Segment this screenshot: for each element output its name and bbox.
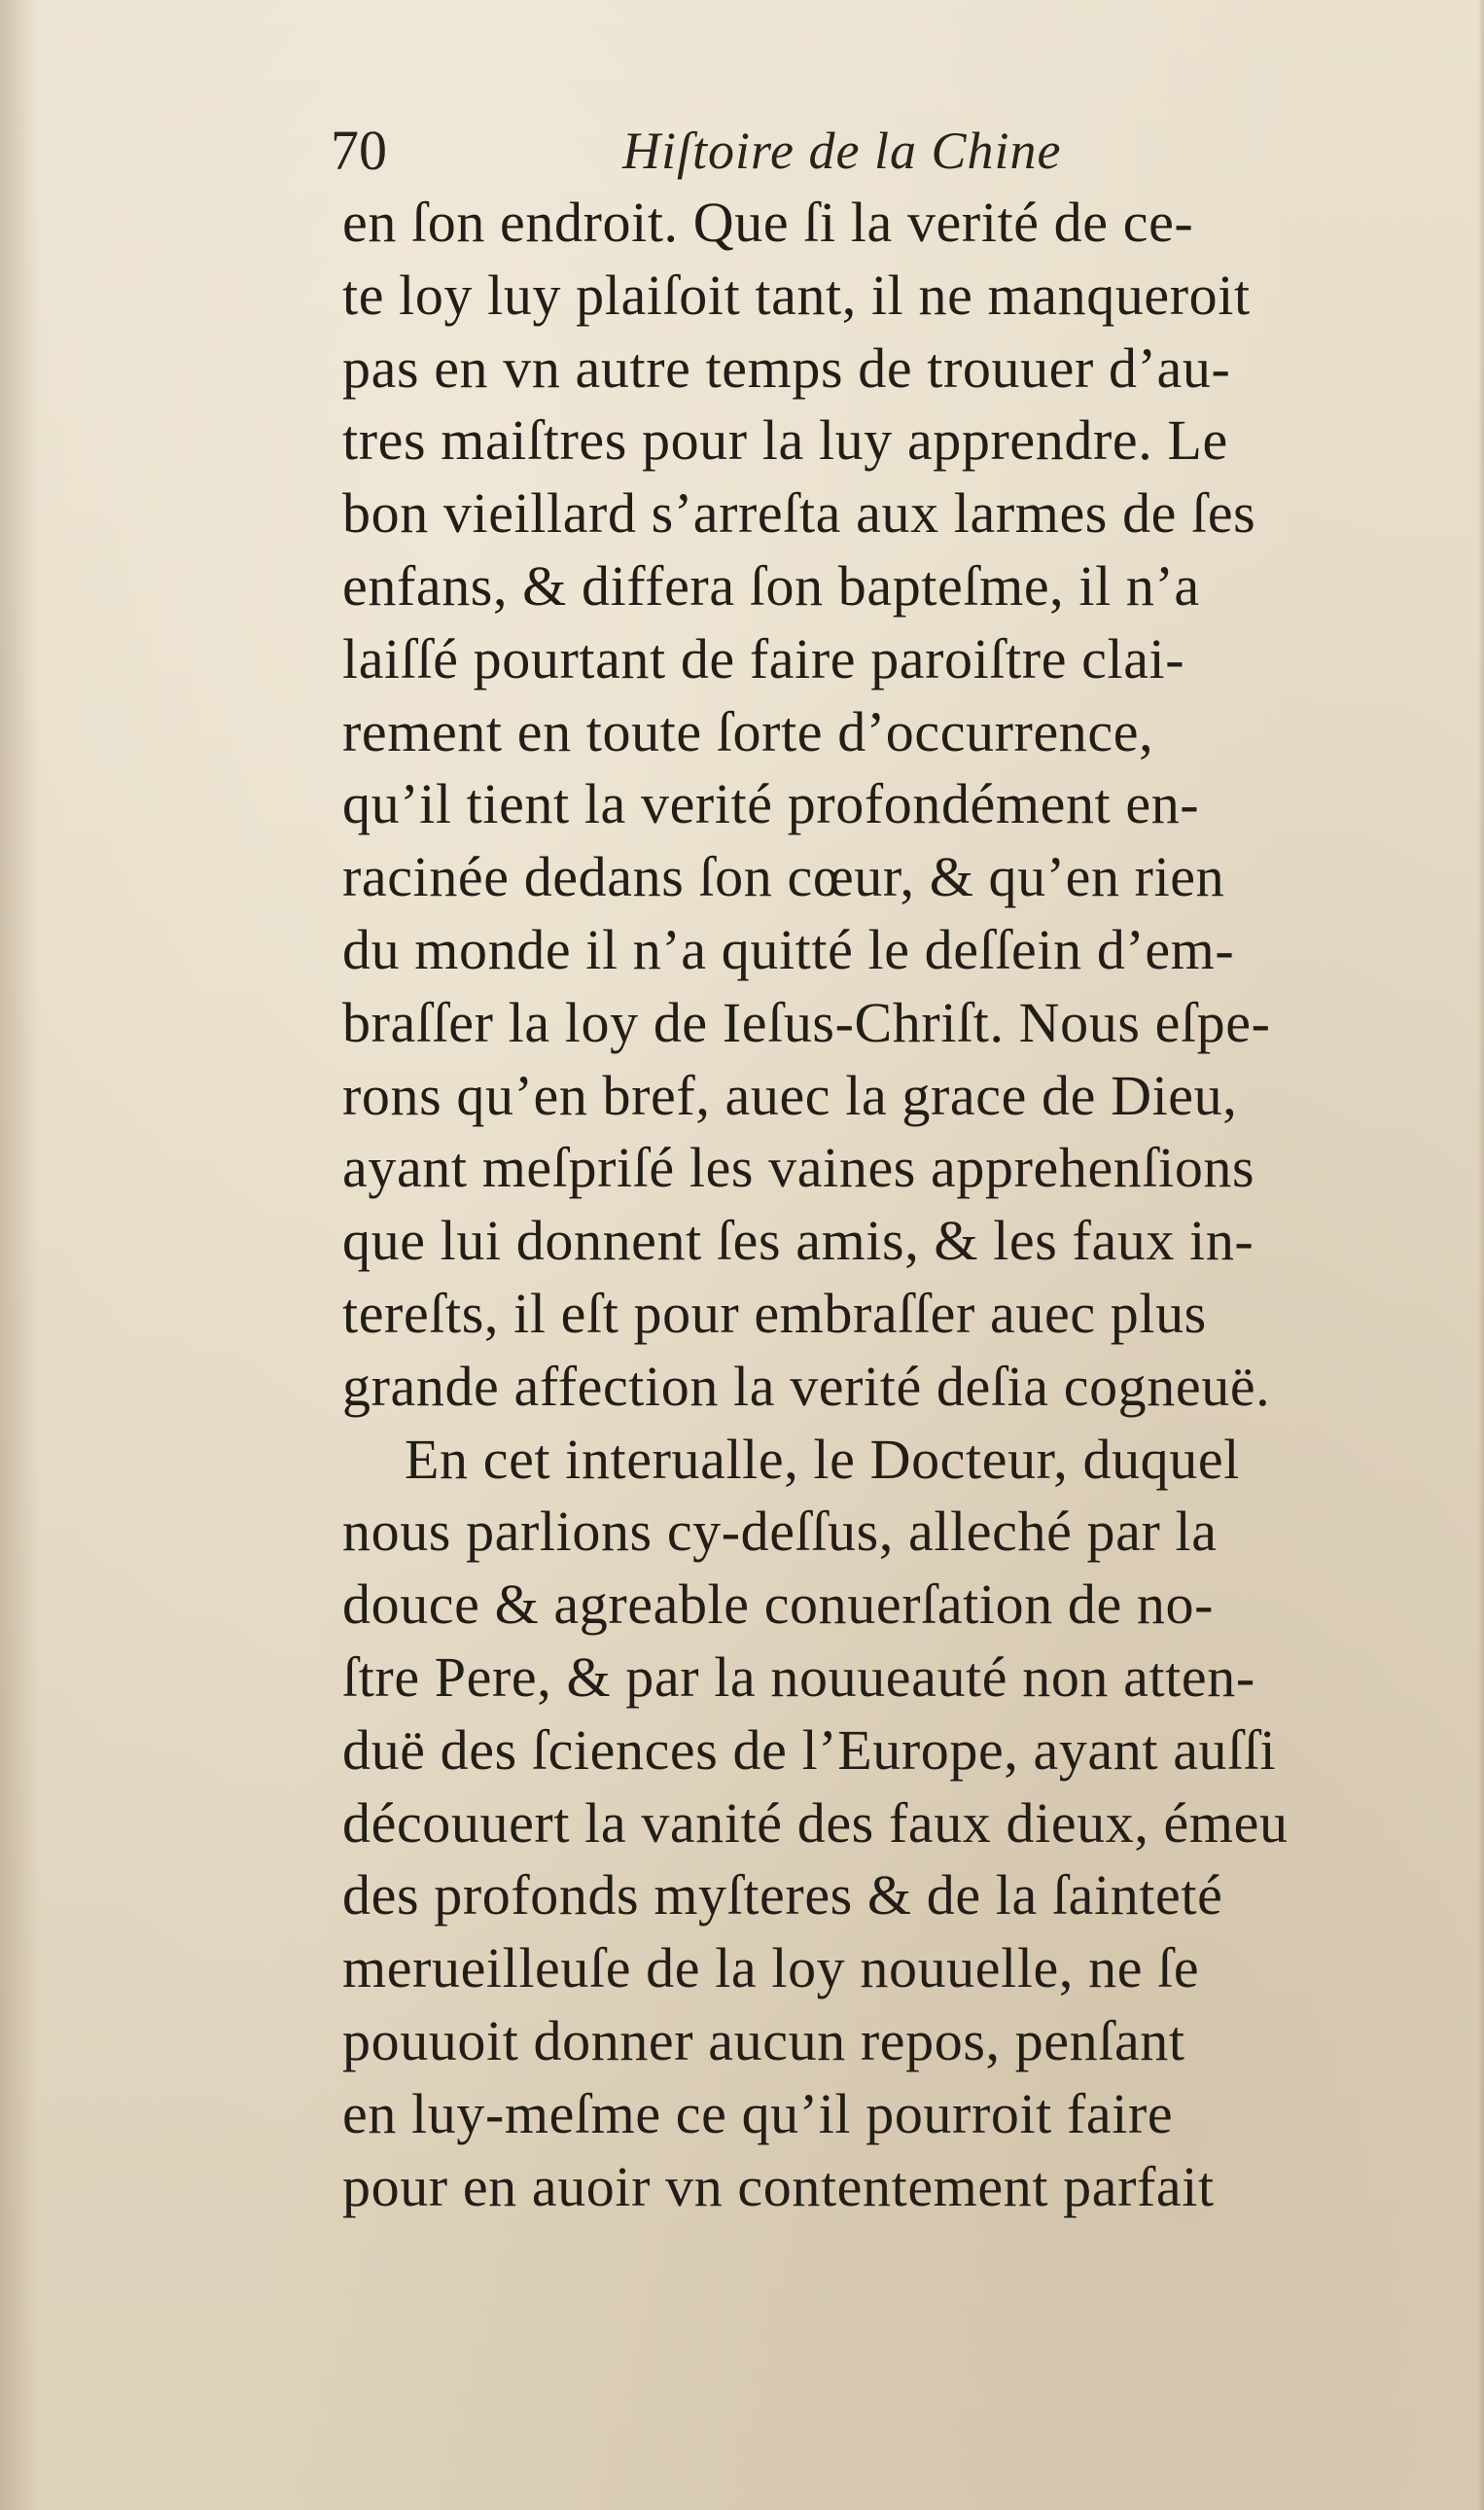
- paragraph-start-line: En cet interualle, le Docteur, duquel: [405, 1427, 1240, 1491]
- text-line: découuert la vanité des faux dieux, émeu: [342, 1790, 1289, 1855]
- text-line: que lui donnent ſes amis, & les faux in-: [342, 1209, 1254, 1273]
- gutter-shadow: [0, 0, 39, 2510]
- text-line: ſtre Pere, & par la nouueauté non atten-: [342, 1644, 1255, 1709]
- text-line: en luy-meſme ce qu’il pourroit faire: [342, 2081, 1174, 2145]
- text-line: rement en toute ſorte d’occurrence,: [342, 699, 1154, 763]
- text-line: ayant meſpriſé les vaines apprehenſions: [342, 1136, 1255, 1200]
- running-title: Hiſtoire de la Chine: [622, 122, 1062, 180]
- text-line: pas en vn autre temps de trouuer d’au-: [342, 336, 1231, 400]
- text-line: en ſon endroit. Que ſi la verité de ce-: [342, 191, 1194, 254]
- text-line: des profonds myſteres & de la ſainteté: [342, 1863, 1223, 1927]
- text-line: enfans, & differa ſon bapteſme, il n’a: [342, 553, 1200, 618]
- text-line: nous parlions cy-deſſus, alleché par la: [342, 1500, 1218, 1564]
- text-line: douce & agreable conuerſation de no-: [342, 1573, 1215, 1637]
- text-line: grande affection la verité deſia cogneuë.: [342, 1354, 1271, 1418]
- text-line: du monde il n’a quitté le deſſein d’em-: [342, 917, 1235, 981]
- text-line: laiſſé pourtant de faire paroiſtre clai-: [342, 626, 1185, 690]
- text-line: pour en auoir vn contentement parfait: [342, 2154, 1215, 2218]
- text-line: duë des ſciences de l’Europe, ayant auſſi: [342, 1717, 1277, 1782]
- page-edge: [1478, 0, 1484, 2510]
- body-text: [342, 187, 1431, 2223]
- page-number: 70: [331, 119, 387, 182]
- text-line: tereſts, il eſt pour embraſſer auec plus: [342, 1281, 1207, 1345]
- text-line: qu’il tient la verité profondément en-: [342, 772, 1200, 836]
- text-line: te loy luy plaiſoit tant, il ne manqueroit: [342, 263, 1251, 327]
- text-line: racinée dedans ſon cœur, & qu’en rien: [342, 845, 1225, 909]
- text-line: braſſer la loy de Ieſus-Chriſt. Nous eſpe-: [342, 990, 1271, 1054]
- text-line: rons qu’en bref, auec la grace de Dieu,: [342, 1063, 1238, 1127]
- text-line: pouuoit donner aucun repos, penſant: [342, 2008, 1185, 2072]
- text-line: bon vieillard s’arreſta aux larmes de ſes: [342, 481, 1256, 546]
- text-line: tres maiſtres pour la luy apprendre. Le: [342, 408, 1228, 473]
- text-line: merueilleuſe de la loy nouuelle, ne ſe: [342, 1936, 1200, 2000]
